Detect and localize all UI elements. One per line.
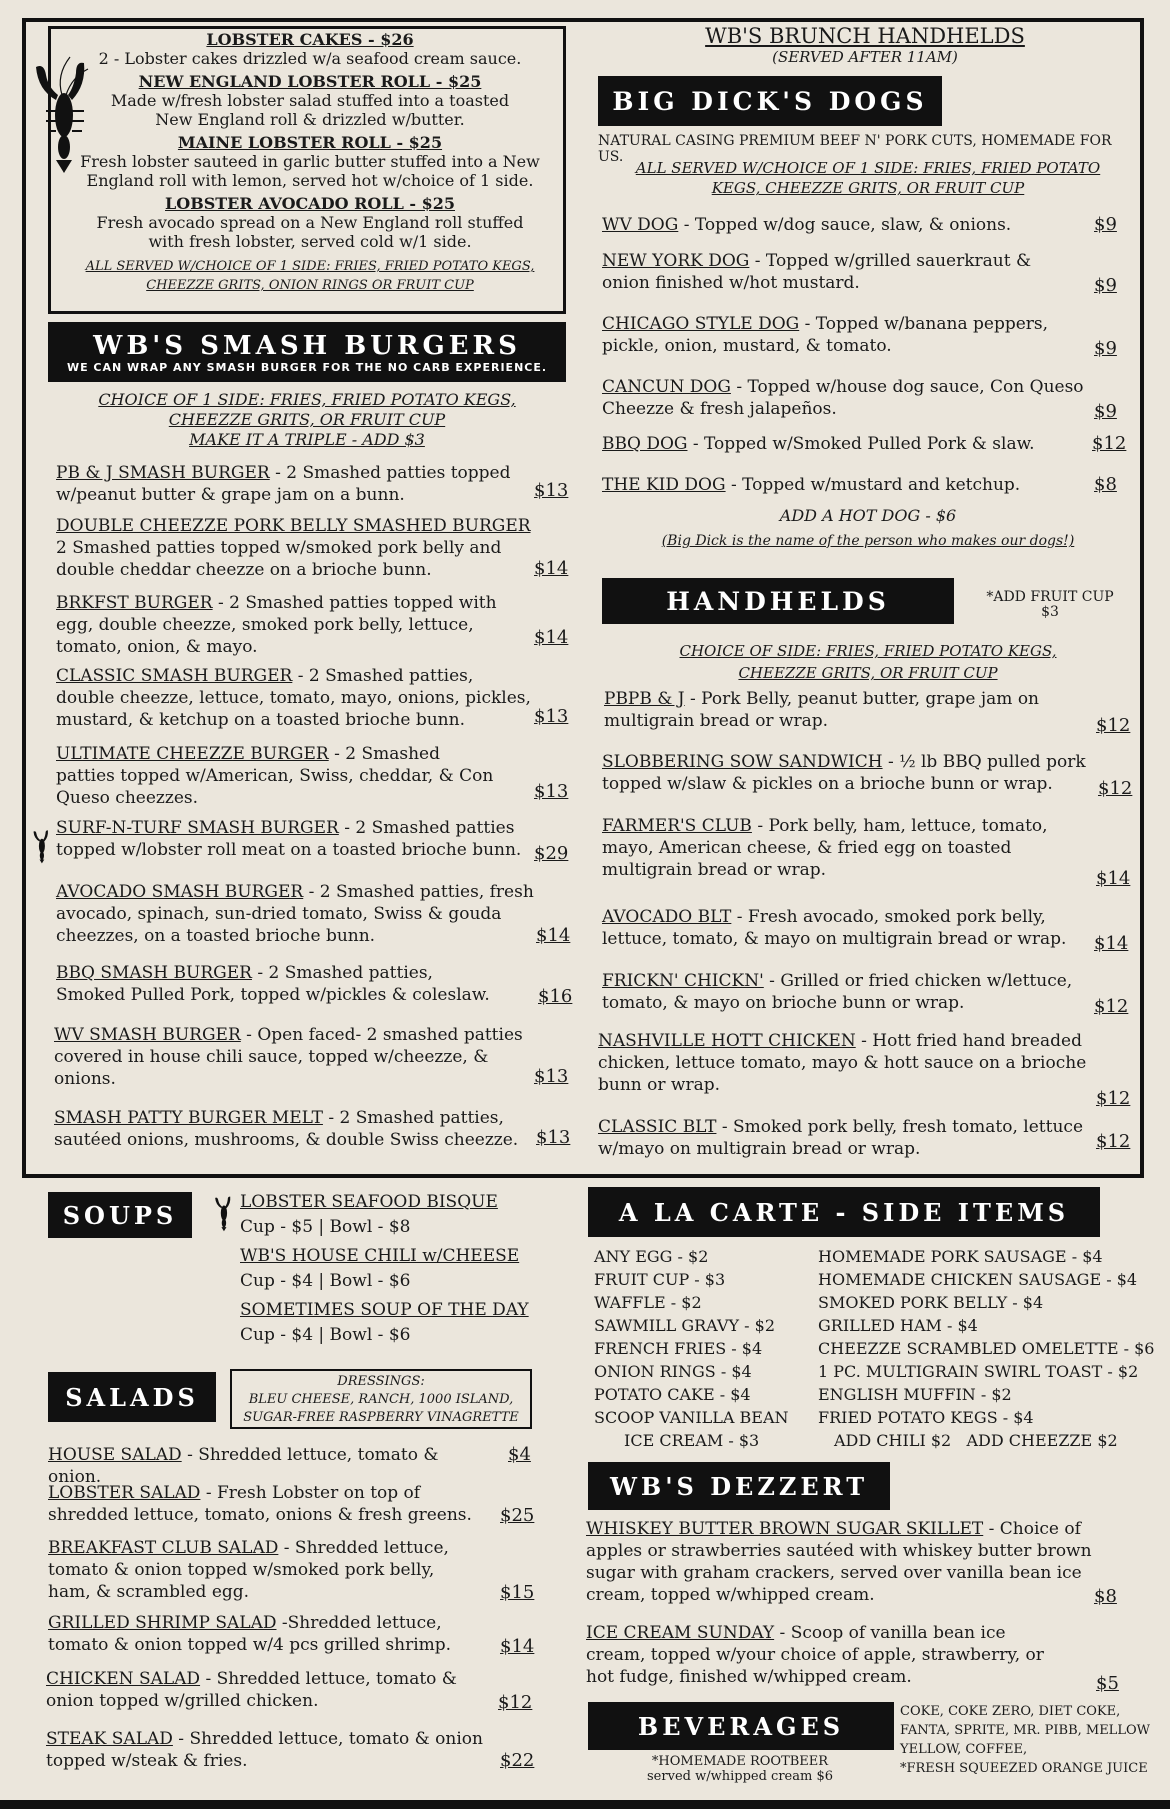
menu-item-name: SMASH PATTY BURGER MELT bbox=[54, 1108, 323, 1128]
menu-item bbox=[54, 1107, 534, 1151]
burgers-note-line: MAKE IT A TRIPLE - ADD $3 bbox=[189, 430, 425, 449]
menu-item-name: ULTIMATE CHEEZZE BURGER bbox=[56, 744, 329, 764]
menu-item-price: $13 bbox=[534, 781, 569, 802]
menu-item-name: THE KID DOG bbox=[602, 475, 726, 495]
dogs-footnote: (Big Dick is the name of the person who makes our dogs!) bbox=[661, 533, 1075, 549]
menu-item-price: $14 bbox=[1096, 868, 1131, 889]
menu-item-price: $14 bbox=[500, 1636, 535, 1657]
rootbeer-line: served w/whipped cream $6 bbox=[647, 1769, 833, 1784]
menu-item-desc: 2 Smashed patties topped w/smoked pork belly and double cheddar cheezze on a brioche bunn. bbox=[56, 538, 502, 580]
menu-item bbox=[602, 313, 1052, 357]
menu-item-name: CHICKEN SALAD bbox=[46, 1669, 201, 1689]
menu-item-desc: - Hott fried hand breaded chicken, lettuce tomato, mayo & hott sauce on a brioche bunn or wrap. bbox=[598, 1031, 1087, 1095]
menu-item-price: $25 bbox=[500, 1505, 535, 1526]
menu-item-desc: - 2 Smashed patties topped with egg, double cheezze, smoked pork belly, lettuce, tomato, onion, & mayo. bbox=[56, 593, 497, 657]
menu-item-desc: - 2 Smashed patties topped w/American, Swiss, cheddar, & Con Queso cheezzes. bbox=[56, 744, 494, 808]
dessert-heading: WB'S DEZZERT bbox=[588, 1462, 890, 1510]
beverage-line: FANTA, SPRITE, MR. PIBB, MELLOW bbox=[900, 1723, 1150, 1738]
side-item: SAWMILL GRAVY - $2 bbox=[594, 1316, 775, 1335]
menu-item-name: ICE CREAM SUNDAY bbox=[586, 1623, 775, 1643]
lobster-item-title: NEW ENGLAND LOBSTER ROLL - $25 bbox=[138, 72, 482, 91]
menu-item-price: $9 bbox=[1094, 214, 1117, 235]
dogs-heading: BIG DICK'S DOGS bbox=[598, 76, 942, 126]
menu-item-desc: - ½ lb BBQ pulled pork topped w/slaw & pickles on a brioche bunn or wrap. bbox=[602, 752, 1086, 794]
menu-item-price: $14 bbox=[534, 558, 569, 579]
soup-prices: Cup - $4 | Bowl - $6 bbox=[240, 1325, 411, 1345]
menu-item-desc: - Pork belly, ham, lettuce, tomato, mayo, American cheese, & fried egg on toasted multigrain bread or wrap. bbox=[602, 816, 1048, 880]
menu-item-name: LOBSTER SALAD bbox=[48, 1483, 201, 1503]
dogs-add: ADD A HOT DOG - $6 bbox=[779, 506, 957, 525]
side-item: WAFFLE - $2 bbox=[594, 1293, 702, 1312]
lobster-side-note: ALL SERVED W/CHOICE OF 1 SIDE: FRIES, FRIED POTATO KEGS, CHEEZZE GRITS, ONION RINGS OR FRUIT CUP bbox=[85, 259, 535, 293]
menu-item-name: SLOBBERING SOW SANDWICH bbox=[602, 752, 883, 772]
menu-item-desc: - Choice of apples or strawberries sautéed with whiskey butter brown sugar with graham crackers, served over vanilla bean ice cream, topped w/whipped cream. bbox=[586, 1519, 1092, 1605]
menu-item bbox=[56, 962, 496, 1006]
menu-item bbox=[598, 1030, 1088, 1096]
menu-item bbox=[56, 515, 536, 581]
soup-name: LOBSTER SEAFOOD BISQUE bbox=[240, 1192, 498, 1212]
side-item: SCOOP VANILLA BEAN bbox=[594, 1408, 789, 1427]
menu-item-name: BRKFST BURGER bbox=[56, 593, 213, 613]
menu-item-desc: - Topped w/dog sauce, slaw, & onions. bbox=[678, 215, 1012, 235]
menu-item-desc: - 2 Smashed patties topped w/peanut butter & grape jam on a bunn. bbox=[56, 463, 511, 505]
brunch-header bbox=[600, 24, 1130, 66]
beverages-heading: BEVERAGES bbox=[588, 1702, 894, 1750]
brunch-subheading: (SERVED AFTER 11AM) bbox=[772, 48, 958, 66]
side-item: ADD CHILI $2 ADD CHEEZZE $2 bbox=[834, 1431, 1118, 1450]
menu-item-name: NASHVILLE HOTT CHICKEN bbox=[598, 1031, 856, 1051]
menu-item bbox=[56, 462, 526, 506]
menu-item bbox=[602, 376, 1102, 420]
burgers-subheading: WE CAN WRAP ANY SMASH BURGER FOR THE NO CARB EXPERIENCE. bbox=[66, 360, 548, 374]
lobster-item-desc: Fresh avocado spread on a New England roll stuffed with fresh lobster, served cold w/1 side. bbox=[96, 213, 524, 251]
menu-item-price: $12 bbox=[1098, 778, 1133, 799]
menu-item bbox=[602, 214, 1062, 236]
menu-item-desc: - Shredded lettuce, tomato & onion. bbox=[48, 1445, 439, 1487]
menu-item-desc: - Topped w/Smoked Pulled Pork & slaw. bbox=[687, 434, 1035, 454]
burgers-heading: WB'S SMASH BURGERS bbox=[93, 330, 521, 361]
dogs-note-line: KEGS, CHEEZZE GRITS, OR FRUIT CUP bbox=[711, 179, 1025, 197]
menu-item bbox=[602, 751, 1092, 795]
beverage-line: COKE, COKE ZERO, DIET COKE, bbox=[900, 1704, 1121, 1719]
menu-item-name: CHICAGO STYLE DOG bbox=[602, 314, 800, 334]
menu-item-name: PBPB & J bbox=[604, 689, 685, 709]
side-item: SMOKED PORK BELLY - $4 bbox=[818, 1293, 1044, 1312]
lobster-item-desc: Made w/fresh lobster salad stuffed into a toasted New England roll & drizzled w/butter. bbox=[110, 91, 510, 129]
menu-item-price: $14 bbox=[1094, 933, 1129, 954]
side-item: FRENCH FRIES - $4 bbox=[594, 1339, 763, 1358]
menu-item-name: FRICKN' CHICKN' bbox=[602, 971, 764, 991]
menu-item-desc: - 2 Smashed patties topped w/lobster roll meat on a toasted brioche bunn. bbox=[56, 818, 522, 860]
menu-item-desc: - Topped w/grilled sauerkraut & onion finished w/hot mustard. bbox=[602, 251, 1032, 293]
lobster-icon bbox=[30, 828, 52, 864]
menu-item-desc: - 2 Smashed patties, sautéed onions, mushrooms, & double Swiss cheezze. bbox=[54, 1108, 519, 1150]
side-item: FRUIT CUP - $3 bbox=[594, 1270, 726, 1289]
menu-item-price: $14 bbox=[536, 925, 571, 946]
menu-item-name: CLASSIC BLT bbox=[598, 1117, 717, 1137]
soup-name: SOMETIMES SOUP OF THE DAY bbox=[240, 1300, 529, 1320]
menu-item bbox=[56, 817, 536, 861]
menu-item-name: BBQ DOG bbox=[602, 434, 688, 454]
menu-item bbox=[54, 1024, 534, 1090]
lobster-item-desc: 2 - Lobster cakes drizzled w/a seafood cream sauce. bbox=[98, 49, 522, 68]
bottom-bar bbox=[0, 1800, 1170, 1809]
salads-heading: SALADS bbox=[48, 1372, 216, 1422]
menu-item bbox=[46, 1728, 496, 1772]
menu-item-desc: - Smoked pork belly, fresh tomato, lettuce w/mayo on multigrain bread or wrap. bbox=[598, 1117, 1083, 1159]
menu-item bbox=[602, 474, 1062, 496]
side-item: FRIED POTATO KEGS - $4 bbox=[818, 1408, 1034, 1427]
beverage-line: *FRESH SQUEEZED ORANGE JUICE bbox=[900, 1761, 1148, 1776]
menu-item-desc: - Open faced- 2 smashed patties covered in house chili sauce, topped w/cheezze, & onions. bbox=[54, 1025, 523, 1089]
side-item: GRILLED HAM - $4 bbox=[818, 1316, 978, 1335]
menu-item bbox=[56, 665, 536, 731]
menu-item-price: $5 bbox=[1096, 1673, 1119, 1694]
lobster-icon bbox=[212, 1193, 234, 1233]
menu-item-desc: - Shredded lettuce, tomato & onion topped w/steak & fries. bbox=[46, 1729, 483, 1771]
side-item: HOMEMADE CHICKEN SAUSAGE - $4 bbox=[818, 1270, 1138, 1289]
menu-item-price: $12 bbox=[1096, 1131, 1131, 1152]
beverage-list bbox=[900, 1702, 1162, 1778]
menu-item-price: $9 bbox=[1094, 401, 1117, 422]
menu-item-name: PB & J SMASH BURGER bbox=[56, 463, 270, 483]
menu-item bbox=[586, 1622, 1066, 1688]
lobster-items bbox=[60, 30, 560, 295]
menu-item-price: $22 bbox=[500, 1750, 535, 1771]
menu-item-name: DOUBLE CHEEZZE PORK BELLY SMASHED BURGER bbox=[56, 516, 531, 536]
side-item: POTATO CAKE - $4 bbox=[594, 1385, 751, 1404]
menu-item-price: $8 bbox=[1094, 474, 1117, 495]
side-item: ICE CREAM - $3 bbox=[624, 1431, 760, 1450]
dogs-intro: NATURAL CASING PREMIUM BEEF N' PORK CUTS, HOMEMADE FOR US. bbox=[598, 133, 1112, 165]
menu-item-price: $8 bbox=[1094, 1586, 1117, 1607]
menu-item-price: $9 bbox=[1094, 338, 1117, 359]
soups-heading: SOUPS bbox=[48, 1192, 192, 1238]
handhelds-heading: HANDHELDS bbox=[602, 578, 954, 624]
menu-item-name: SURF-N-TURF SMASH BURGER bbox=[56, 818, 339, 838]
menu-item-name: WV DOG bbox=[602, 215, 679, 235]
menu-item bbox=[602, 250, 1052, 294]
menu-item-name: AVOCADO BLT bbox=[602, 907, 732, 927]
alacarte-left-list bbox=[594, 1245, 789, 1452]
menu-item-price: $14 bbox=[534, 627, 569, 648]
menu-item-name: HOUSE SALAD bbox=[48, 1445, 182, 1465]
menu-item-price: $13 bbox=[534, 706, 569, 727]
side-item: ANY EGG - $2 bbox=[594, 1247, 709, 1266]
menu-item-price: $4 bbox=[508, 1444, 531, 1465]
menu-item-name: WV SMASH BURGER bbox=[54, 1025, 241, 1045]
menu-item-name: WHISKEY BUTTER BROWN SUGAR SKILLET bbox=[586, 1519, 984, 1539]
dressings-line: SUGAR-FREE RASPBERRY VINAGRETTE bbox=[243, 1410, 519, 1425]
menu-item-name: AVOCADO SMASH BURGER bbox=[56, 882, 304, 902]
lobster-item-title: LOBSTER AVOCADO ROLL - $25 bbox=[165, 194, 455, 213]
menu-item bbox=[604, 688, 1094, 732]
menu-item-desc: - Fresh avocado, smoked pork belly, lettuce, tomato, & mayo on multigrain bread or wrap. bbox=[602, 907, 1067, 949]
burgers-note bbox=[48, 390, 566, 450]
menu-item-name: NEW YORK DOG bbox=[602, 251, 750, 271]
dogs-note bbox=[598, 158, 1138, 198]
menu-item-name: CANCUN DOG bbox=[602, 377, 731, 397]
dressings-box bbox=[230, 1369, 532, 1429]
menu-item-name: BREAKFAST CLUB SALAD bbox=[48, 1538, 279, 1558]
alacarte-right-list bbox=[818, 1245, 1154, 1452]
menu-item-price: $9 bbox=[1094, 275, 1117, 296]
menu-item-desc: -Shredded lettuce, tomato & onion topped w/4 pcs grilled shrimp. bbox=[48, 1613, 452, 1655]
menu-item-price: $16 bbox=[538, 986, 573, 1007]
menu-item-price: $29 bbox=[534, 843, 569, 864]
menu-item-name: BBQ SMASH BURGER bbox=[56, 963, 252, 983]
side-item: HOMEMADE PORK SAUSAGE - $4 bbox=[818, 1247, 1103, 1266]
menu-item bbox=[56, 881, 546, 947]
dressings-line: BLEU CHEESE, RANCH, 1000 ISLAND, bbox=[248, 1392, 514, 1407]
menu-item-name: STEAK SALAD bbox=[46, 1729, 173, 1749]
side-item: 1 PC. MULTIGRAIN SWIRL TOAST - $2 bbox=[818, 1362, 1139, 1381]
handhelds-addon-line: *ADD FRUIT CUP bbox=[986, 589, 1114, 605]
burgers-note-line: CHOICE OF 1 SIDE: FRIES, FRIED POTATO KEGS, bbox=[98, 390, 516, 409]
menu-item-desc: - 2 Smashed patties, fresh avocado, spinach, sun-dried tomato, Swiss & gouda cheezzes, on a toasted brioche bunn. bbox=[56, 882, 534, 946]
menu-item-desc: - Topped w/mustard and ketchup. bbox=[725, 475, 1021, 495]
soup-prices: Cup - $4 | Bowl - $6 bbox=[240, 1271, 411, 1291]
menu-item-price: $13 bbox=[534, 1066, 569, 1087]
handhelds-addon bbox=[960, 590, 1140, 620]
menu-item-desc: - Pork Belly, peanut butter, grape jam on multigrain bread or wrap. bbox=[604, 689, 1040, 731]
menu-item-price: $15 bbox=[500, 1582, 535, 1603]
dogs-note-line: ALL SERVED W/CHOICE OF 1 SIDE: FRIES, FRIED POTATO bbox=[635, 159, 1101, 177]
side-item: CHEEZZE SCRAMBLED OMELETTE - $6 bbox=[818, 1339, 1155, 1358]
menu-item-price: $12 bbox=[1094, 996, 1129, 1017]
menu-item-desc: - Fresh Lobster on top of shredded lettuce, tomato, onions & fresh greens. bbox=[48, 1483, 472, 1525]
soup-name: WB'S HOUSE CHILI w/CHEESE bbox=[240, 1246, 520, 1266]
menu-item-desc: - Topped w/banana peppers, pickle, onion, mustard, & tomato. bbox=[602, 314, 1049, 356]
menu-item bbox=[586, 1518, 1096, 1606]
rootbeer-line: *HOMEMADE ROOTBEER bbox=[651, 1754, 829, 1769]
menu-item-desc: - Shredded lettuce, tomato & onion topped w/smoked pork belly, ham, & scrambled egg. bbox=[48, 1538, 449, 1602]
menu-item-price: $12 bbox=[1092, 433, 1127, 454]
handhelds-note-line: CHOICE OF SIDE: FRIES, FRIED POTATO KEGS, bbox=[679, 642, 1057, 660]
soup-prices: Cup - $5 | Bowl - $8 bbox=[240, 1217, 411, 1237]
menu-item-desc: - Grilled or fried chicken w/lettuce, tomato, & mayo on brioche bunn or wrap. bbox=[602, 971, 1073, 1013]
menu-item-name: CLASSIC SMASH BURGER bbox=[56, 666, 293, 686]
menu-item bbox=[48, 1482, 478, 1526]
menu-item bbox=[48, 1612, 488, 1656]
alacarte-heading: A LA CARTE - SIDE ITEMS bbox=[588, 1187, 1100, 1237]
menu-item-price: $13 bbox=[534, 480, 569, 501]
menu-item bbox=[56, 743, 496, 809]
menu-item bbox=[602, 815, 1082, 881]
menu-item-desc: - 2 Smashed patties, double cheezze, lettuce, tomato, mayo, onions, pickles, mustard, & ketchup on a toasted brioche bunn. bbox=[56, 666, 531, 730]
side-item: ONION RINGS - $4 bbox=[594, 1362, 752, 1381]
menu-item bbox=[602, 906, 1092, 950]
lobster-item-desc: Fresh lobster sauteed in garlic butter stuffed into a New England roll with lemon, served hot w/choice of 1 side. bbox=[80, 152, 540, 190]
menu-item bbox=[602, 433, 1082, 455]
handhelds-note-line: CHEEZZE GRITS, OR FRUIT CUP bbox=[738, 664, 998, 682]
lobster-item-title: LOBSTER CAKES - $26 bbox=[206, 30, 414, 49]
handhelds-addon-line: $3 bbox=[1041, 604, 1059, 620]
menu-item-price: $13 bbox=[536, 1127, 571, 1148]
menu-item bbox=[598, 1116, 1088, 1160]
menu-item-desc: - Shredded lettuce, tomato & onion topped w/grilled chicken. bbox=[46, 1669, 457, 1711]
menu-item bbox=[48, 1537, 468, 1603]
menu-item bbox=[602, 970, 1092, 1014]
menu-item-price: $12 bbox=[498, 1692, 533, 1713]
menu-item bbox=[46, 1668, 476, 1712]
burgers-header bbox=[48, 322, 566, 382]
menu-item-price: $12 bbox=[1096, 715, 1131, 736]
burgers-note-line: CHEEZZE GRITS, OR FRUIT CUP bbox=[168, 410, 446, 429]
menu-item-name: FARMER'S CLUB bbox=[602, 816, 752, 836]
menu-item-desc: - Topped w/house dog sauce, Con Queso Cheezze & fresh jalapeños. bbox=[602, 377, 1084, 419]
rootbeer-note bbox=[600, 1754, 880, 1784]
brunch-heading: WB'S BRUNCH HANDHELDS bbox=[705, 24, 1025, 48]
menu-item-price: $12 bbox=[1096, 1088, 1131, 1109]
beverage-line: YELLOW, COFFEE, bbox=[900, 1742, 1028, 1757]
menu-item-desc: - Scoop of vanilla bean ice cream, topped w/your choice of apple, strawberry, or hot fudge, finished w/whipped cream. bbox=[586, 1623, 1044, 1687]
lobster-item-title: MAINE LOBSTER ROLL - $25 bbox=[177, 133, 443, 152]
menu-item-desc: - 2 Smashed patties, Smoked Pulled Pork, topped w/pickles & coleslaw. bbox=[56, 963, 490, 1005]
handhelds-note bbox=[598, 640, 1138, 684]
menu-item-name: GRILLED SHRIMP SALAD bbox=[48, 1613, 277, 1633]
dressings-label: DRESSINGS: bbox=[337, 1374, 425, 1389]
menu-item bbox=[56, 592, 536, 658]
soups-list bbox=[240, 1190, 529, 1348]
side-item: ENGLISH MUFFIN - $2 bbox=[818, 1385, 1012, 1404]
